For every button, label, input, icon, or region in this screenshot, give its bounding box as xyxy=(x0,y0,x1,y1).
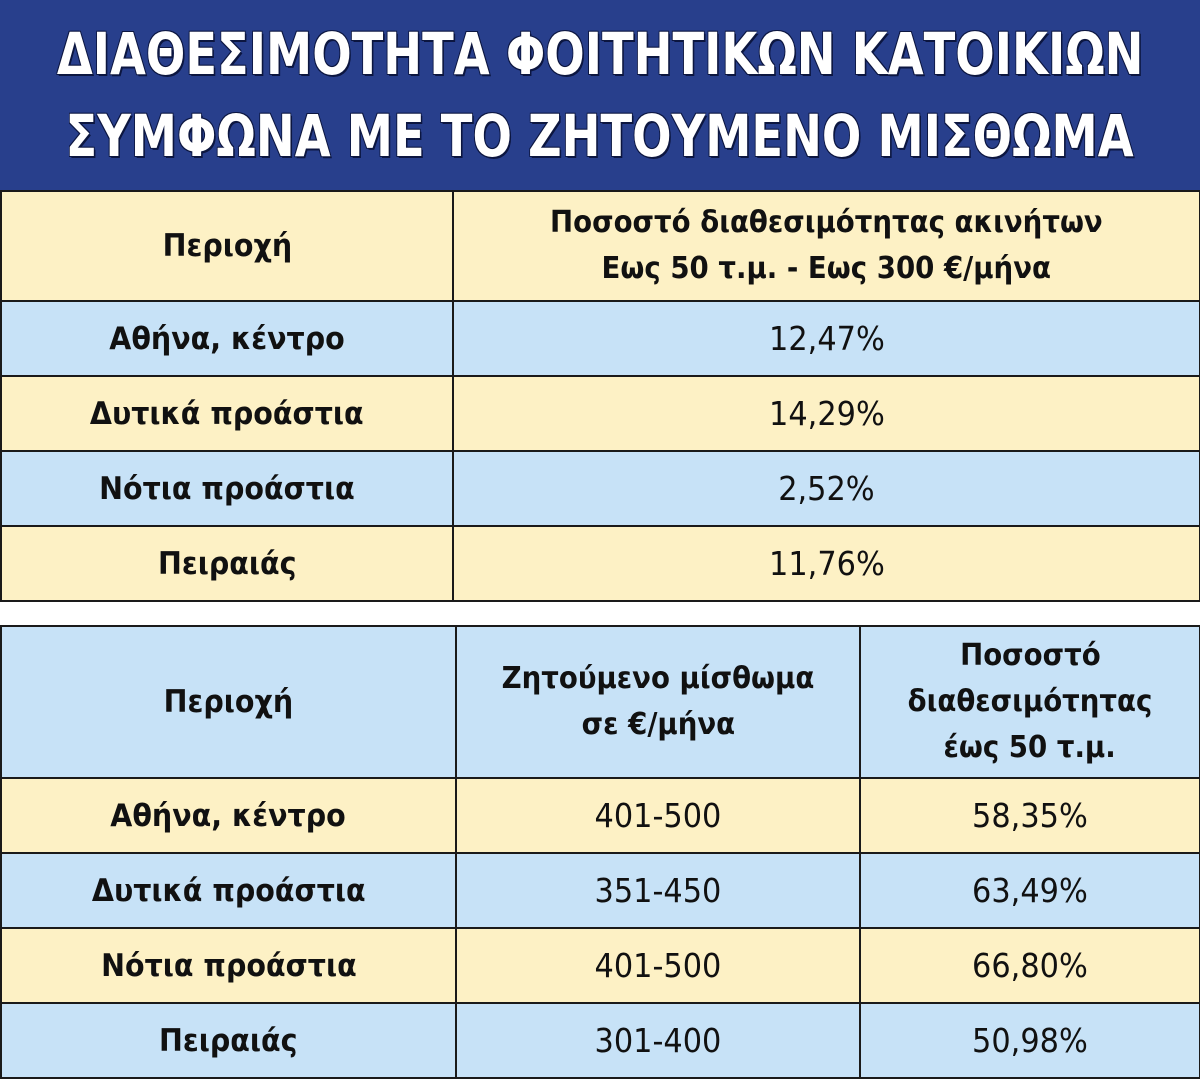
title-banner xyxy=(0,0,1200,190)
table-row xyxy=(1,853,1200,928)
column-header-rent xyxy=(456,626,860,778)
rent-cell: 301-400 xyxy=(456,1003,860,1078)
rent-cell: 401-500 xyxy=(456,778,860,853)
table-row xyxy=(1,451,1200,526)
column-header-region: Περιοχή xyxy=(1,191,453,301)
rent-cell: 401-500 xyxy=(456,928,860,1003)
region-cell: Δυτικά προάστια xyxy=(1,853,456,928)
rent-cell: 351-450 xyxy=(456,853,860,928)
table-row xyxy=(1,526,1200,601)
table-row xyxy=(1,376,1200,451)
availability-table xyxy=(0,190,1200,602)
table-row xyxy=(1,778,1200,853)
availability-cell: 14,29% xyxy=(453,376,1200,451)
availability-cell: 66,80% xyxy=(860,928,1200,1003)
header-line: Εως 50 τ.μ. - Εως 300 €/μήνα xyxy=(601,251,1052,286)
rent-availability-table xyxy=(0,625,1200,1079)
table-row xyxy=(1,1003,1200,1078)
region-cell: Αθήνα, κέντρο xyxy=(1,778,456,853)
header-line: Ζητούμενο μίσθωμα xyxy=(501,661,815,696)
header-line: έως 50 τ.μ. xyxy=(943,730,1117,765)
column-header-region: Περιοχή xyxy=(1,626,456,778)
region-cell: Νότια προάστια xyxy=(1,928,456,1003)
region-cell: Πειραιάς xyxy=(1,526,453,601)
availability-cell: 12,47% xyxy=(453,301,1200,376)
title-line-2: ΣΥΜΦΩΝΑ ΜΕ ΤΟ ΖΗΤΟΥΜΕΝΟ ΜΙΣΘΩΜΑ xyxy=(65,102,1135,170)
region-cell: Νότια προάστια xyxy=(1,451,453,526)
column-header-availability xyxy=(860,626,1200,778)
header-line: Ποσοστό διαθεσιμότητας ακινήτων xyxy=(550,205,1103,240)
table-row xyxy=(1,301,1200,376)
region-cell: Αθήνα, κέντρο xyxy=(1,301,453,376)
header-line: διαθεσιμότητας xyxy=(907,684,1153,719)
header-line: Ποσοστό xyxy=(959,638,1101,673)
table-header-row xyxy=(1,191,1200,301)
header-line: σε €/μήνα xyxy=(581,707,735,742)
column-header-availability xyxy=(453,191,1200,301)
table-row xyxy=(1,928,1200,1003)
availability-cell: 58,35% xyxy=(860,778,1200,853)
availability-cell: 50,98% xyxy=(860,1003,1200,1078)
availability-cell: 11,76% xyxy=(453,526,1200,601)
availability-cell: 63,49% xyxy=(860,853,1200,928)
title-line-1: ΔΙΑΘΕΣΙΜΟΤΗΤΑ ΦΟΙΤΗΤΙΚΩΝ ΚΑΤΟΙΚΙΩΝ xyxy=(56,20,1144,88)
region-cell: Δυτικά προάστια xyxy=(1,376,453,451)
table-header-row xyxy=(1,626,1200,778)
availability-cell: 2,52% xyxy=(453,451,1200,526)
region-cell: Πειραιάς xyxy=(1,1003,456,1078)
